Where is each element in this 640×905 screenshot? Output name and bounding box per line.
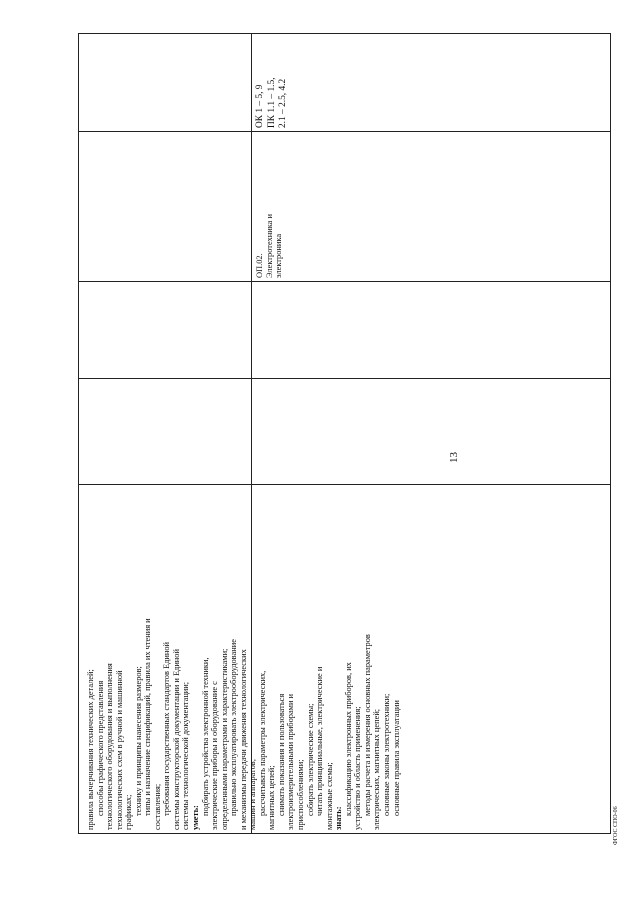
text-line-bold: уметь: (191, 805, 201, 830)
text-line: требования государственных стандартов Единой (162, 641, 172, 816)
text-line: приспособлениями; (296, 759, 306, 830)
text-line: технологического оборудования и выполнения (105, 663, 115, 830)
discipline-code: ОП.02. (255, 253, 264, 278)
text-line: подбирать устройства электронной техники, (200, 657, 210, 816)
text-line: правила вычерчивания технических деталей; (86, 669, 95, 830)
text-line: снимать показания и пользоваться (276, 693, 286, 816)
text-line: технику и принципы нанесения размеров; (133, 666, 143, 816)
text-line: типы и назначение спецификаций, правила их чтения и (143, 618, 153, 816)
text-line: правильно эксплуатировать электрооборудование (229, 639, 239, 816)
competency-codes-line: ОК 1 – 5, 9 (255, 84, 265, 128)
page-footer: ФГОС СПО-06 (613, 806, 619, 845)
text-line: электрических, магнитных цепей; (372, 708, 382, 830)
text-line: методы расчета и измерения основных параметров (362, 634, 372, 816)
text-line: способы графического представления (95, 680, 105, 816)
text-line-bold: знать: (334, 806, 344, 830)
text-line: основные правила эксплуатации (391, 700, 401, 816)
text-line: системы конструкторской документации и Единой (171, 649, 181, 830)
page-number: 13 (448, 452, 460, 463)
text-line: графиках; (124, 794, 134, 830)
text-line: собирать электрические схемы; (305, 703, 315, 816)
text-line: системы технологической документации; (181, 681, 191, 830)
text-line: электроизмерительными приборами и (286, 693, 296, 830)
text-line: монтажные схемы; (324, 762, 334, 830)
text-line: читать принципиальные, электрические и (315, 666, 325, 816)
text-line: электрические приборы и оборудование с (210, 681, 220, 830)
text-line: технологических схем в ручной и машинной (114, 670, 124, 830)
text-line: и механизмы передачи движения технологических (238, 649, 248, 830)
text-line: классификацию электронных приборов, их (343, 662, 353, 816)
text-line: составления; (152, 783, 162, 830)
competency-codes-line: 2.1 – 2.5, 4.2 (278, 78, 288, 128)
text-line: машин и аппаратов; (248, 758, 258, 830)
competencies-cell (255, 77, 290, 128)
text-line: определенными параметрами и характеристиками; (219, 648, 229, 830)
text-line: устройство и область применения; (353, 706, 363, 830)
text-line: магнитных цепей; (267, 765, 277, 830)
text-line: основные законы электротехники; (381, 693, 391, 816)
text-line: рассчитывать параметры электрических, (257, 670, 267, 816)
discipline-cell (255, 214, 284, 278)
competency-cell (86, 618, 401, 830)
discipline-name-line: электроника (274, 233, 284, 278)
discipline-name-line: Электротехника и (264, 214, 274, 278)
competency-codes-line: ПК 1.1 – 1.5, (266, 77, 277, 128)
